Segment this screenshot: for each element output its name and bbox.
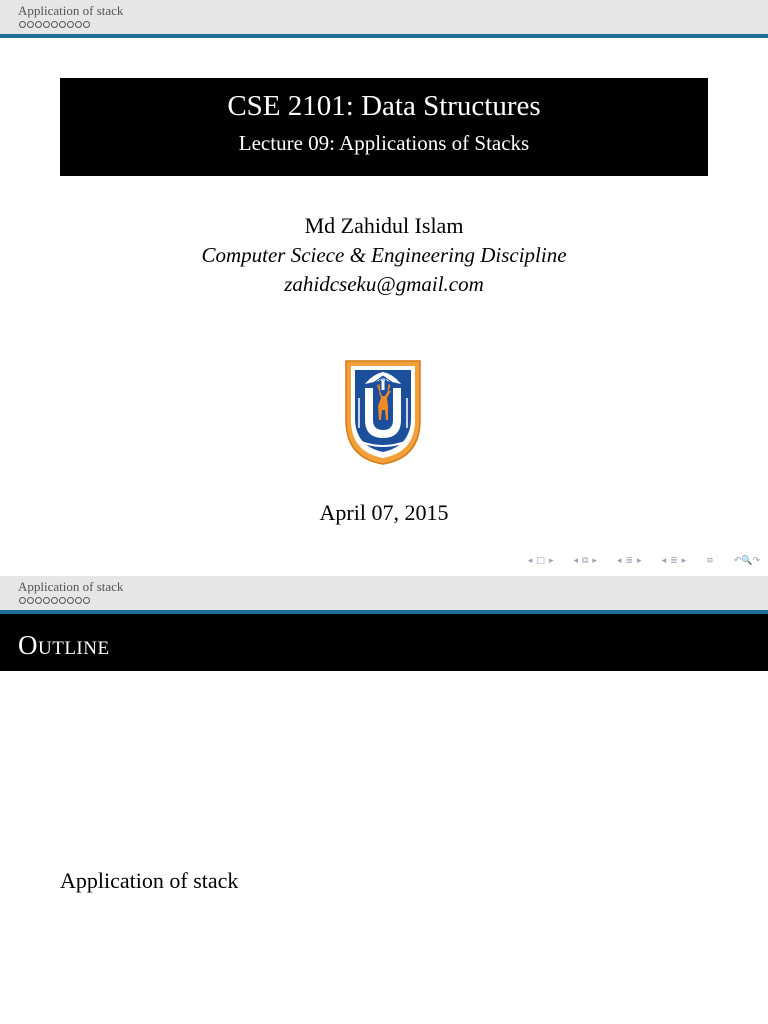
author-institute: Computer Sciece & Engineering Discipline: [201, 243, 567, 267]
frame-dot[interactable]: [59, 597, 66, 604]
frame-dot[interactable]: [43, 597, 50, 604]
frame-dot[interactable]: [27, 21, 34, 28]
nav-subsec-next-icon[interactable]: ▸: [681, 556, 687, 566]
frame-dot[interactable]: [51, 597, 58, 604]
nav-section-next-icon[interactable]: ▸: [637, 556, 642, 566]
headline-bar: [0, 576, 768, 610]
nav-search-back-forward-icon[interactable]: ↶🔍↷: [733, 556, 760, 566]
frame-dot[interactable]: [67, 21, 74, 28]
headline-frame-dots[interactable]: [19, 597, 91, 604]
author-email: zahidcseku@gmail.com: [284, 272, 484, 296]
nav-subsec-icon[interactable]: ≣: [670, 556, 678, 566]
author-name: Md Zahidul Islam: [304, 213, 464, 238]
university-crest-logo: [343, 358, 423, 466]
headline-section-title[interactable]: Application of stack: [18, 3, 124, 18]
nav-frame-next-icon[interactable]: ▸: [548, 556, 554, 566]
headline-section-title[interactable]: Application of stack: [18, 579, 124, 594]
frame-dot[interactable]: [75, 21, 82, 28]
presentation-title: CSE 2101: Data Structures: [227, 90, 541, 122]
frame-dot[interactable]: [51, 21, 58, 28]
nav-subsection-prev-icon[interactable]: ◂: [573, 556, 578, 566]
frame-dot[interactable]: [43, 21, 50, 28]
frame-dot[interactable]: [27, 597, 34, 604]
headline-rule: [0, 34, 768, 38]
frame-dot[interactable]: [75, 597, 82, 604]
frame-dot[interactable]: [35, 597, 42, 604]
headline-bar: [0, 0, 768, 34]
headline-frame-dots[interactable]: [19, 21, 91, 28]
nav-section-prev-icon[interactable]: ◂: [616, 556, 622, 566]
frame-dot[interactable]: [83, 21, 90, 28]
frame-title-bar: [0, 614, 768, 671]
presentation-subtitle: Lecture 09: Applications of Stacks: [238, 131, 530, 155]
outline-slide: [0, 576, 768, 1024]
frame-title: Outline: [18, 630, 110, 660]
nav-document-icon[interactable]: ≡: [706, 556, 714, 566]
frame-dot[interactable]: [67, 597, 74, 604]
nav-subsection-next-icon[interactable]: ▸: [592, 556, 597, 566]
presentation-date: April 07, 2015: [319, 500, 449, 525]
nav-section-icon[interactable]: ≣: [625, 556, 634, 566]
nav-subsection-icon[interactable]: ⧉: [581, 556, 589, 566]
frame-dot[interactable]: [19, 597, 26, 604]
frame-dot[interactable]: [19, 21, 26, 28]
frame-dot[interactable]: [35, 21, 42, 28]
toc-item-application-of-stack[interactable]: Application of stack: [60, 868, 239, 893]
frame-dot[interactable]: [59, 21, 66, 28]
nav-frame-prev-icon[interactable]: ◂: [527, 556, 533, 566]
beamer-navigation-bar: [528, 556, 760, 566]
nav-frame-icon[interactable]: □: [536, 556, 545, 566]
title-block: [60, 78, 708, 176]
frame-dot[interactable]: [83, 597, 90, 604]
nav-subsec-prev-icon[interactable]: ◂: [661, 556, 667, 566]
